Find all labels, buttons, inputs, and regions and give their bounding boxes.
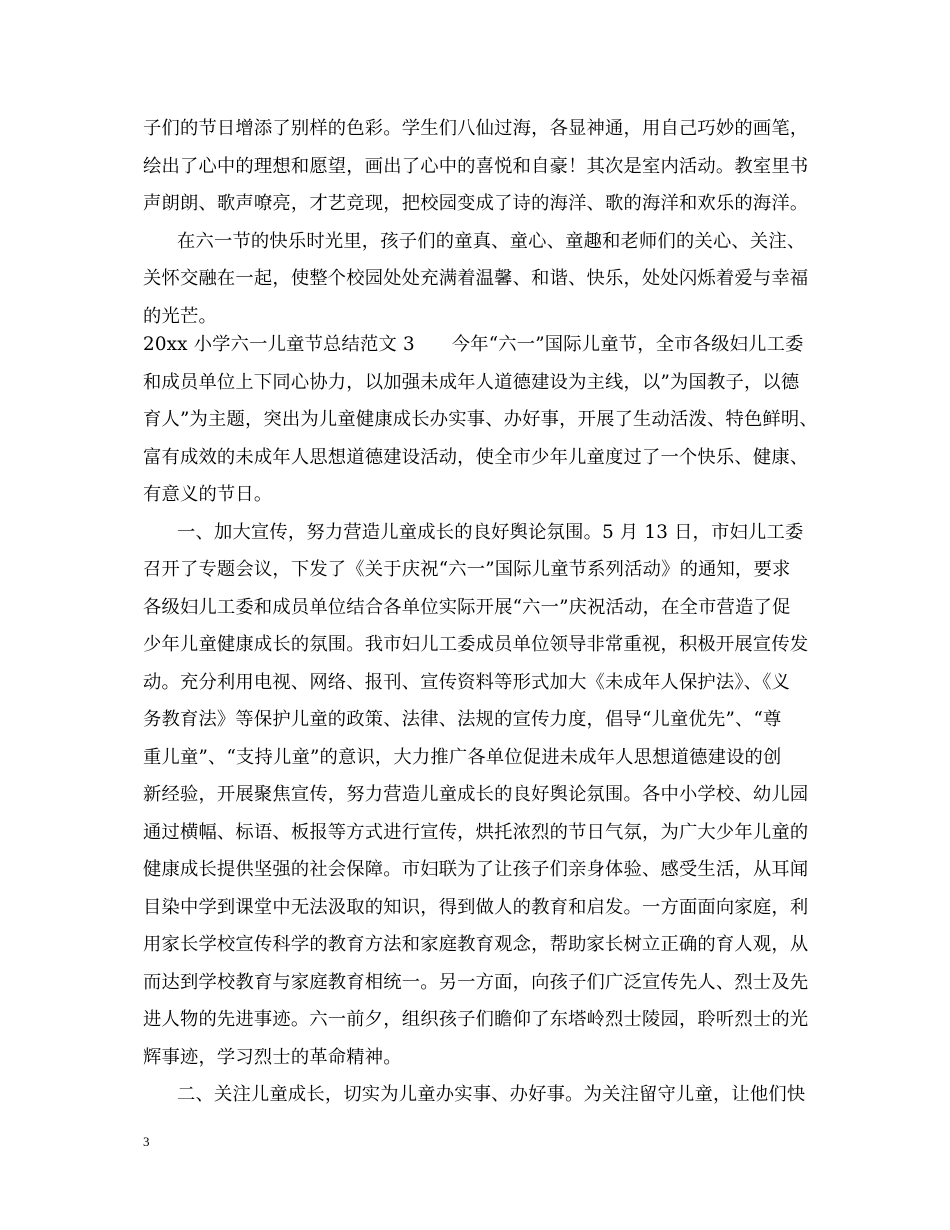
text-line: 声朗朗、歌声嘹亮，才艺竞现，把校园变成了诗的海洋、歌的海洋和欢乐的海洋。: [143, 193, 809, 214]
text-line: 动。充分利用电视、网络、报刊、宣传资料等形式加大《未成年人保护法》、《义: [143, 672, 791, 693]
text-line: 富有成效的未成年人思想道德建设活动，使全市少年儿童度过了一个快乐、健康、: [143, 447, 809, 468]
text-line: 召开了专题会议，下发了《关于庆祝“六一”国际儿童节系列活动》的通知，要求: [143, 559, 791, 580]
text-line: 在六一节的快乐时光里，孩子们的童真、童心、童趣和老师们的关心、关注、: [177, 231, 806, 252]
text-line: 子们的节日增添了别样的色彩。学生们八仙过海，各显神通，用自己巧妙的画笔，: [143, 118, 809, 139]
text-line: 和成员单位上下同心协力，以加强未成年人道德建设为主线，以”为国教子，以德: [143, 372, 800, 393]
text-line: 目染中学到课堂中无法汲取的知识，得到做人的教育和启发。一方面面向家庭，利: [143, 897, 809, 918]
text-line: 少年儿童健康成长的氛围。我市妇儿工委成员单位领导非常重视，积极开展宣传发: [143, 634, 809, 655]
text-line: 新经验，开展聚焦宣传，努力营造儿童成长的良好舆论氛围。各中小学校、幼儿园: [143, 784, 809, 805]
text-line: 用家长学校宣传科学的教育方法和家庭教育观念，帮助家长树立正确的育人观，从: [143, 934, 809, 955]
text-line: 进人物的先进事迹。六一前夕，组织孩子们瞻仰了东塔岭烈士陵园，聆听烈士的光: [143, 1009, 809, 1030]
text-line: 重儿童”、“支持儿童”的意识，大力推广各单位促进未成年人思想道德建设的创: [143, 747, 782, 768]
text-line: 育人”为主题，突出为儿童健康成长办实事、办好事，开展了生动活泼、特色鲜明、: [143, 409, 818, 430]
text-line: 务教育法》等保护儿童的政策、法律、法规的宣传力度，倡导“儿童优先”、“尊: [143, 709, 782, 730]
text-line: 关怀交融在一起，使整个校园处处充满着温馨、和谐、快乐，处处闪烁着爱与幸福: [143, 268, 809, 289]
text-line: 绘出了心中的理想和愿望，画出了心中的喜悦和自豪！其次是室内活动。教室里书: [143, 156, 809, 177]
text-line: 辉事迹，学习烈士的革命精神。: [143, 1047, 402, 1068]
text-line: 各级妇儿工委和成员单位结合各单位实际开展“六一”庆祝活动，在全市营造了促: [143, 597, 791, 618]
text-line: 的光芒。: [143, 306, 217, 327]
page-number: 3: [143, 1134, 150, 1149]
text-line: 而达到学校教育与家庭教育相统一。另一方面，向孩子们广泛宣传先人、烈士及先: [143, 972, 809, 993]
text-line: 有意义的节日。: [143, 484, 273, 505]
text-line: 20xx 小学六一儿童节总结范文 3 今年“六一”国际儿童节，全市各级妇儿工委: [143, 334, 804, 355]
text-line: 通过横幅、标语、板报等方式进行宣传，烘托浓烈的节日气氛，为广大少年儿童的: [143, 822, 809, 843]
text-line: 健康成长提供坚强的社会保障。市妇联为了让孩子们亲身体验、感受生活，从耳闻: [143, 859, 809, 880]
text-line: 一、加大宣传，努力营造儿童成长的良好舆论氛围。5 月 13 日，市妇儿工委: [177, 522, 804, 543]
text-line: 二、关注儿童成长，切实为儿童办实事、办好事。为关注留守儿童，让他们快: [177, 1084, 806, 1105]
